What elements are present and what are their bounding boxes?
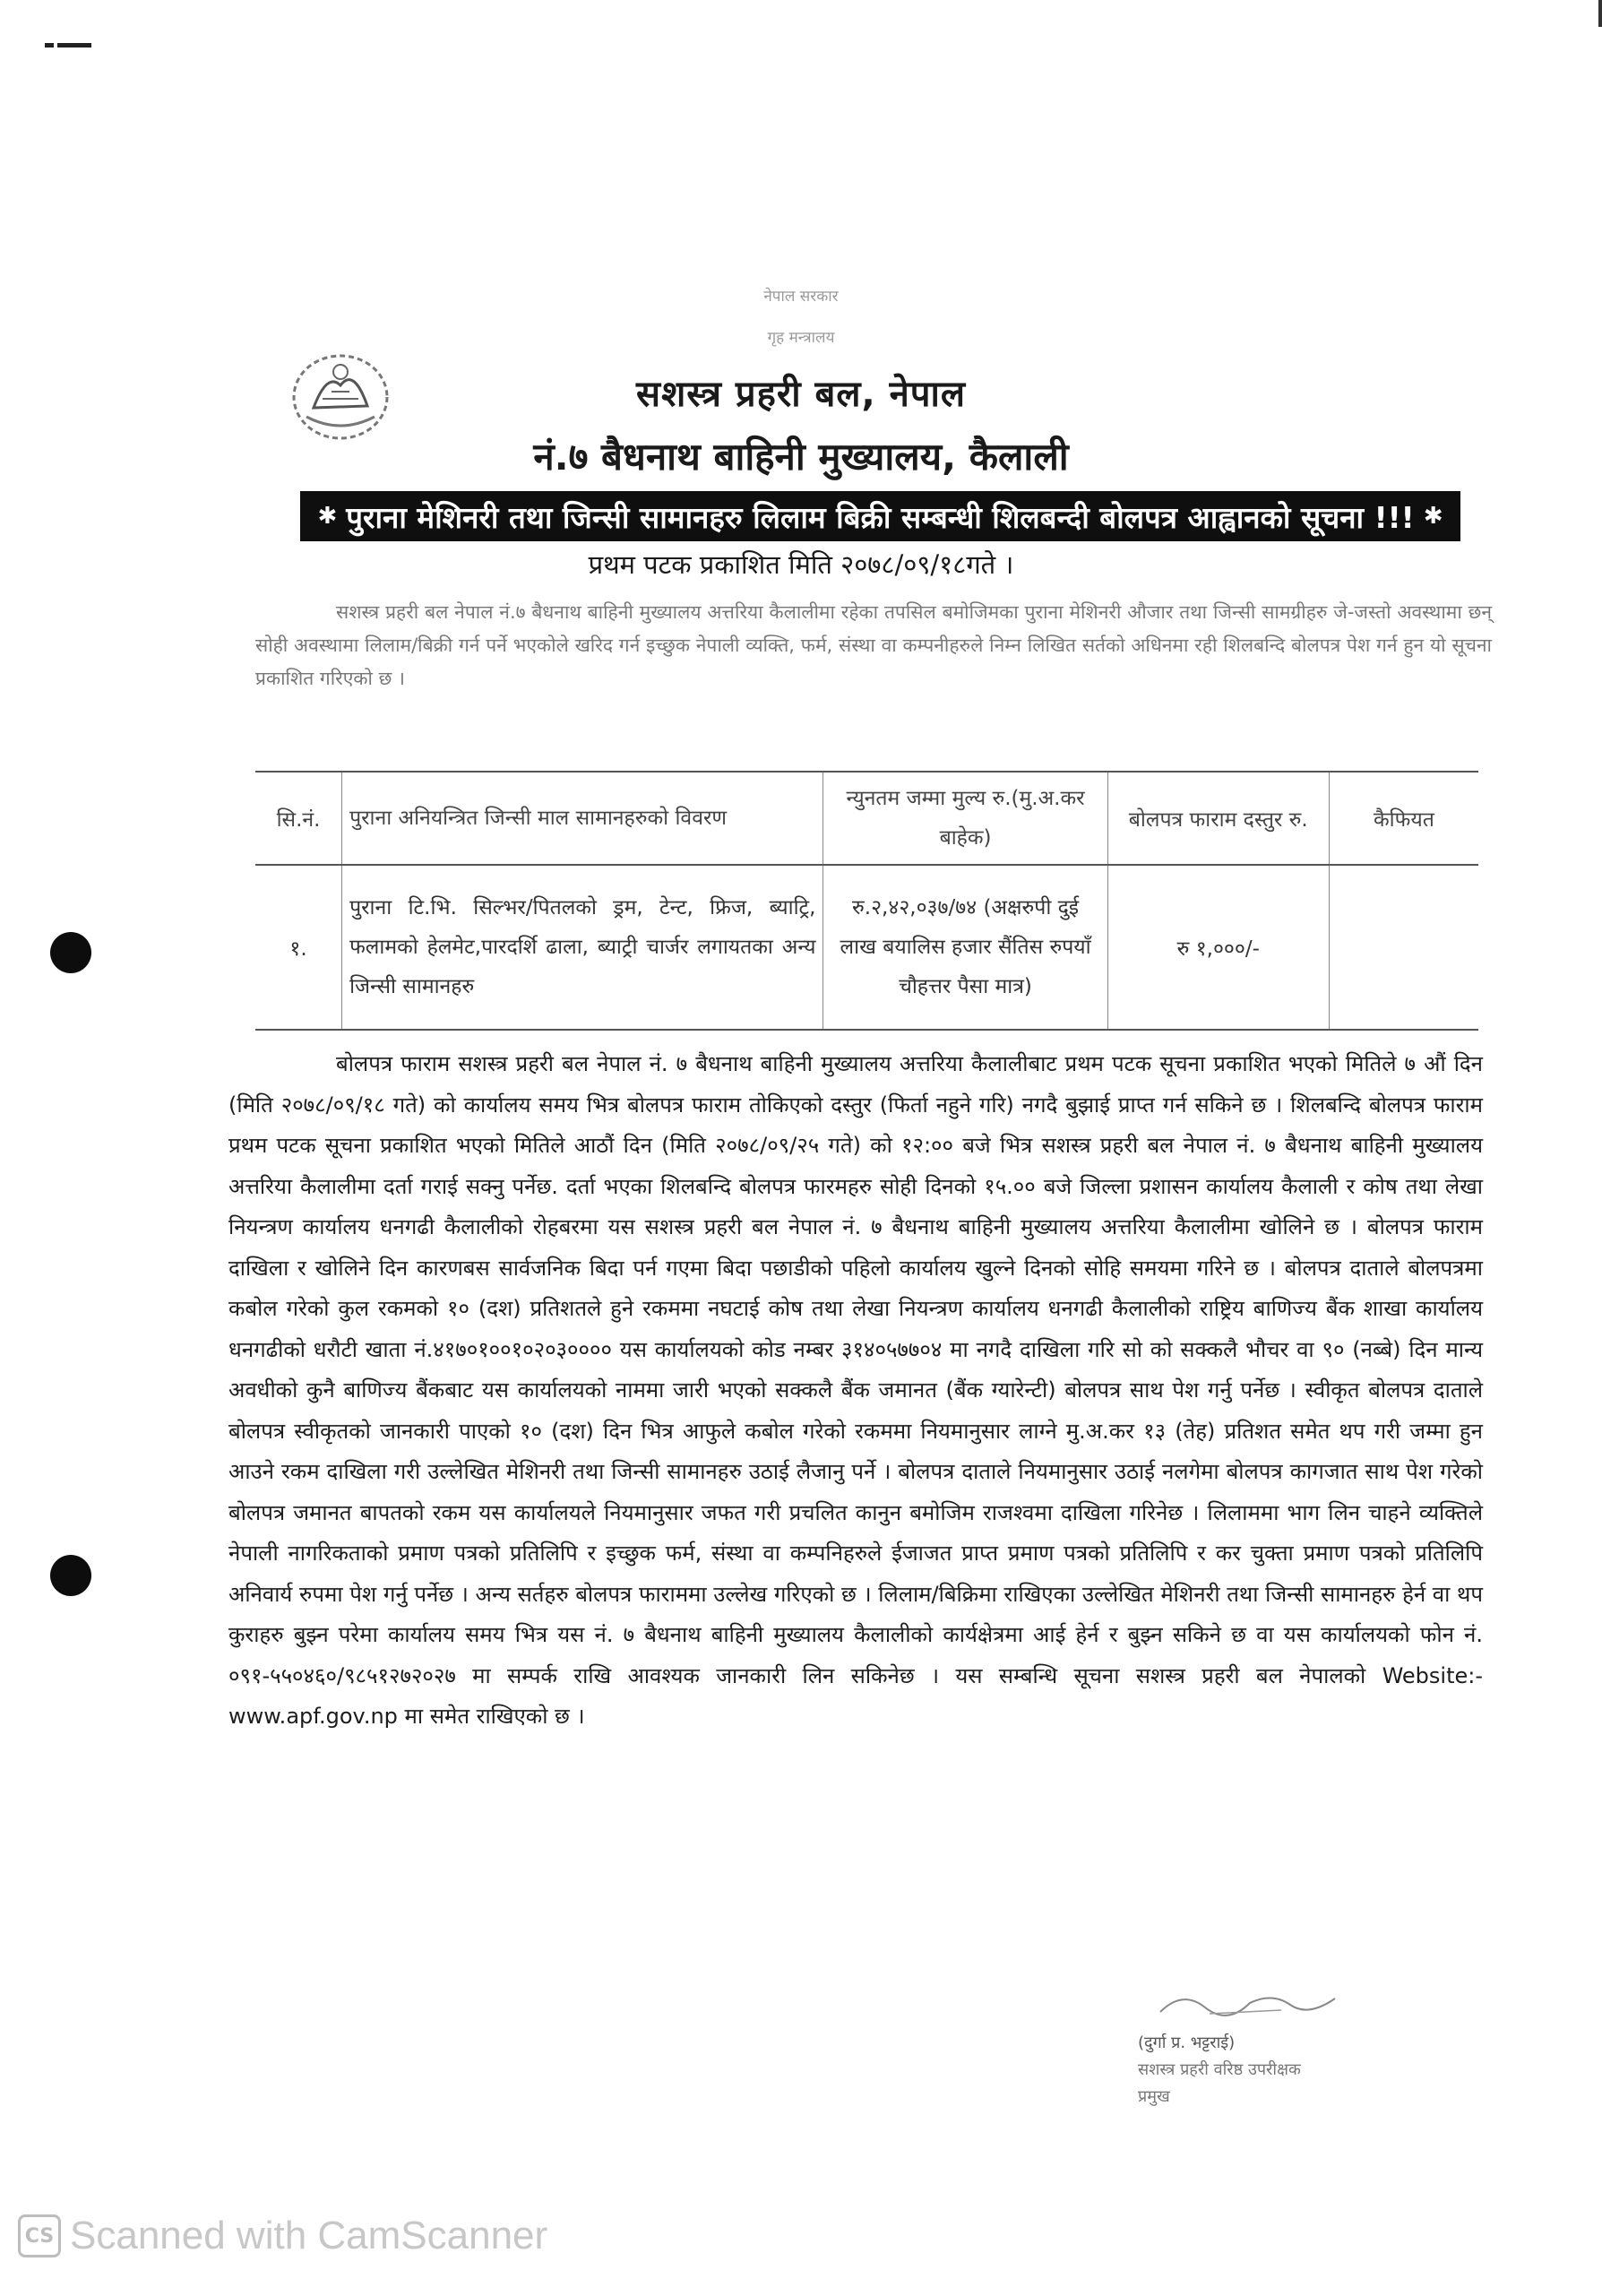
- cell-description: पुराना टि.भि. सिल्भर/पितलको ड्रम, टेन्ट, फ्रिज, ब्याट्रि, फलामको हेलमेट,पारदर्शि ढाला, ब्याट्री चार्जर लगायतका अन्य जिन्सी सामानहरु: [342, 865, 823, 1030]
- camscanner-logo-icon: CS: [18, 2214, 61, 2257]
- punch-hole: [50, 932, 91, 973]
- items-table: [255, 771, 1478, 1031]
- scanner-watermark: [18, 2214, 547, 2258]
- header-remark: कैफियत: [1329, 772, 1478, 865]
- punch-hole: [50, 1555, 91, 1596]
- publish-date: प्रथम पटक प्रकाशित मिति २०७८/०९/१८गते ।: [588, 549, 1014, 580]
- scanner-text: Scanned with CamScanner: [70, 2214, 548, 2257]
- body-paragraph: बोलपत्र फाराम सशस्त्र प्रहरी बल नेपाल नं. ७ बैधनाथ बाहिनी मुख्यालय अत्तरिया कैलालीबाट प्रथम पटक सूचना प्रकाशित भएको मितिले ७ औं दिन (मिति २०७८/०९/१८ गते) को कार्यालय समय भित्र बोलपत्र फाराम तोकिएको दस्तुर (फिर्ता नहुने गरि) नगदै बुझाई प्राप्त गर्न सकिने छ । शिलबन्दि बोलपत्र फाराम प्रथम पटक सूचना प्रकाशित भएको मितिले आठौं दिन (मिति २०७८/०९/२५ गते) को १२:०० बजे भित्र सशस्त्र प्रहरी बल नेपाल नं. ७ बैधनाथ बाहिनी मुख्यालय अत्तरिया कैलालीमा दर्ता गराई सक्नु पर्नेछ. दर्ता भएका शिलबन्दि बोलपत्र फारमहरु सोही दिनको १५.०० बजे जिल्ला प्रशासन कार्यालय कैलाली र कोष तथा लेखा नियन्त्रण कार्यालय धनगढी कैलालीको रोहबरमा यस सशस्त्र प्रहरी बल नेपाल नं. ७ बैधनाथ बाहिनी मुख्यालय अत्तरिया कैलालीमा खोलिने छ । बोलपत्र फाराम दाखिला र खोलिने दिन कारणबस सार्वजनिक बिदा पर्न गएमा बिदा पछाडीको पहिलो कार्यालय खुल्ने दिनको सोहि समयमा गरिने छ । बोलपत्र दाताले बोलपत्रमा कबोल गरेको कुल रकमको १० (दश) प्रतिशतले हुने रकममा नघटाई कोष तथा लेखा नियन्त्रण कार्यालय धनगढी कैलालीको राष्ट्रिय बाणिज्य बैंक शाखा कार्यालय धनगढीको धरौटी खाता नं.४१७०१००१०२०३०००० यस कार्यालयको कोड नम्बर ३१४०५७७०४ मा नगदै दाखिला गरि सो को सक्कलै भौचर वा ९० (नब्बे) दिन मान्य अवधीको कुनै बाणिज्य बैंकबाट यस कार्यालयको नाममा जारी भएको सक्कलै बैंक जमानत (बैंक ग्यारेन्टी) बोलपत्र साथ पेश गर्नु पर्नेछ । स्वीकृत बोलपत्र दाताले बोलपत्र स्वीकृतको जानकारी पाएको १० (दश) दिन भित्र आफुले कबोल गरेको रकममा नियमानुसार लाग्ने मु.अ.कर १३ (तेह) प्रतिशत समेत थप गरी जम्मा हुन आउने रकम दाखिला गरी उल्लेखित मेशिनरी तथा जिन्सी सामानहरु उठाई लैजानु पर्ने । बोलपत्र दाताले नियमानुसार उठाई नलगेमा बोलपत्र कागजात साथ पेश गरेको बोलपत्र जमानत बापतको रकम यस कार्यालयले नियमानुसार जफत गरी प्रचलित कानुन बमोजिम राजश्वमा दाखिला गरिनेछ । लिलाममा भाग लिन चाहने व्यक्तिले नेपाली नागरिकताको प्रमाण पत्रको प्रतिलिपि र इच्छुक फर्म, संस्था वा कम्पनिहरुले ईजाजत प्राप्त प्रमाण पत्रको प्रतिलिपि र कर चुक्ता प्रमाण पत्रको प्रतिलिपि अनिवार्य रुपमा पेश गर्नु पर्नेछ । अन्य सर्तहरु बोलपत्र फाराममा उल्लेख गरिएको छ । लिलाम/बिक्रिमा राखिएका उल्लेखित मेशिनरी तथा जिन्सी सामानहरु हेर्न वा थप कुराहरु बुझ्न परेमा कार्यालय समय भित्र यस नं. ७ बैधनाथ बाहिनी मुख्यालय कैलालीको कार्यक्षेत्रमा आई हेर्न र बुझ्न सकिने छ वा यस कार्यालयको फोन नं. ०९१-५५०४६०/९८५१२७२०२७ मा सम्पर्क राखि आवश्यक जानकारी लिन सकिनेछ । यस सम्बन्धि सूचना सशस्त्र प्रहरी बल नेपालको Website:- www.apf.gov.np मा समेत राखिएको छ ।: [228, 1051, 1484, 1729]
- organization-title: सशस्त्र प्रहरी बल, नेपाल: [636, 374, 966, 415]
- office-title: नं.७ बैधनाथ बाहिनी मुख्यालय, कैलाली: [533, 435, 1069, 479]
- signatory-name: (दुर्गा प्र. भट्टराई): [1138, 2033, 1236, 2052]
- table-row: [255, 865, 1478, 1030]
- signature-block: [1138, 1985, 1407, 2110]
- ornament-icon: ✱: [1423, 503, 1443, 530]
- notice-banner: [300, 491, 1460, 541]
- cell-form-fee: रु १,०००/-: [1107, 865, 1329, 1030]
- signature-scribble: [1156, 1985, 1353, 2021]
- cell-minimum-price: रु.२,४२,०३७/७४ (अक्षरुपी दुई लाख बयालिस हजार सैंतिस रुपयाँ चौहत्तर पैसा मात्र): [823, 865, 1107, 1030]
- pre-header-line-2: गृह मन्त्रालय: [767, 329, 835, 347]
- header-description: पुराना अनियन्त्रित जिन्सी माल सामानहरुको विवरण: [342, 772, 823, 865]
- signatory-designation: सशस्त्र प्रहरी वरिष्ठ उपरीक्षक: [1138, 2060, 1301, 2079]
- intro-paragraph: सशस्त्र प्रहरी बल नेपाल नं.७ बैधनाथ बाहिनी मुख्यालय अत्तरिया कैलालीमा रहेका तपसिल बमोजिमका पुराना मेशिनरी औजार तथा जिन्सी सामग्रीहरु जे-जस्तो अवस्थामा छन् सोही अवस्थामा लिलाम/बिक्री गर्न पर्ने भएकोले खरिद गर्न इच्छुक नेपाली व्यक्ति, फर्म, संस्था वा कम्पनीहरुले निम्न लिखित सर्तको अधिनमा रही शिलबन्दि बोलपत्र पेश गर्न हुन यो सूचना प्रकाशित गरिएको छ ।: [255, 601, 1492, 689]
- cell-sn: १.: [255, 865, 342, 1030]
- cell-remark: [1329, 865, 1478, 1030]
- ornament-icon: ✱: [317, 503, 338, 530]
- header-sn: सि.नं.: [255, 772, 342, 865]
- corner-pen-mark: [45, 36, 108, 41]
- pre-header-line-1: नेपाल सरकार: [763, 288, 839, 306]
- notice-title: पुराना मेशिनरी तथा जिन्सी सामानहरु लिलाम बिक्री सम्बन्धी शिलबन्दी बोलपत्र आह्वानको सूचना !!!: [346, 499, 1415, 535]
- table-header-row: [255, 772, 1478, 865]
- header-form-fee: बोलपत्र फाराम दस्तुर रु.: [1107, 772, 1329, 865]
- edge-mark: [1598, 0, 1602, 27]
- header-minimum-price: न्युनतम जम्मा मुल्य रु.(मु.अ.कर बाहेक): [823, 772, 1107, 865]
- signatory-role: प्रमुख: [1138, 2087, 1170, 2106]
